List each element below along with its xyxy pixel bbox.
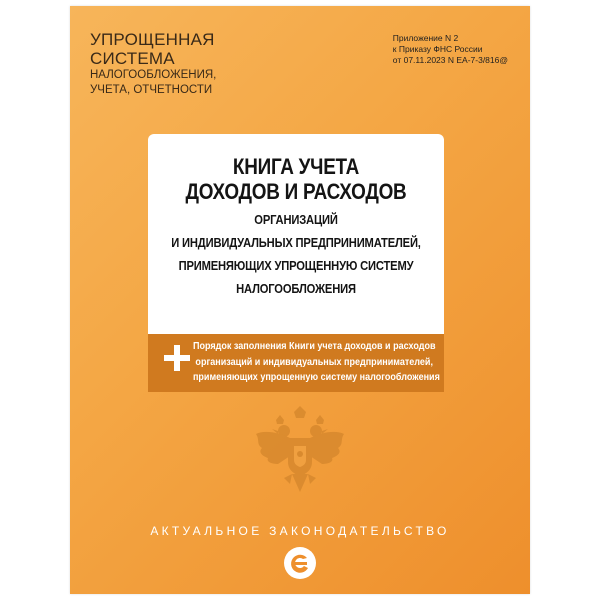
subtitle-line-3: ПРИМЕНЯЮЩИХ УПРОЩЕННУЮ СИСТЕМУ xyxy=(178,258,414,273)
bonus-band xyxy=(148,334,444,392)
series-title xyxy=(90,30,216,98)
series-line-1: УПРОЩЕННАЯ xyxy=(90,30,215,49)
bonus-line-2: организаций и индивидуальных предпринимателей, xyxy=(195,355,433,368)
subtitle-line-4: НАЛОГООБЛОЖЕНИЯ xyxy=(236,281,356,296)
bonus-line-1: Порядок заполнения Книги учета доходов и расходов xyxy=(192,340,436,352)
appendix-line-1: Приложение N 2 xyxy=(392,33,459,43)
main-title-line-1: КНИГА УЧЕТА xyxy=(232,154,360,179)
series-tagline: АКТУАЛЬНОЕ ЗАКОНОДАТЕЛЬСТВО xyxy=(150,524,450,538)
book-cover xyxy=(70,6,530,594)
subtitle-line-2: И ИНДИВИДУАЛЬНЫХ ПРЕДПРИНИМАТЕЛЕЙ, xyxy=(171,235,421,250)
series-line-3: НАЛОГООБЛОЖЕНИЯ, xyxy=(90,69,217,81)
main-title-line-2: ДОХОДОВ И РАСХОДОВ xyxy=(185,179,407,204)
series-line-2: СИСТЕМА xyxy=(90,49,175,68)
title-panel xyxy=(148,134,444,334)
publisher-logo-icon xyxy=(283,546,317,580)
double-headed-eagle-icon xyxy=(250,404,350,504)
appendix-line-3: от 07.11.2023 N ЕА-7-3/816@ xyxy=(392,55,508,65)
bonus-text xyxy=(162,339,440,386)
appendix-note xyxy=(393,33,508,66)
bonus-line-3: применяющих упрощенную систему налогообложения xyxy=(192,371,440,383)
appendix-line-2: к Приказу ФНС России xyxy=(392,44,483,54)
series-line-4: УЧЕТА, ОТЧЕТНОСТИ xyxy=(90,84,213,96)
subtitle-line-1: ОРГАНИЗАЦИЙ xyxy=(254,212,338,227)
